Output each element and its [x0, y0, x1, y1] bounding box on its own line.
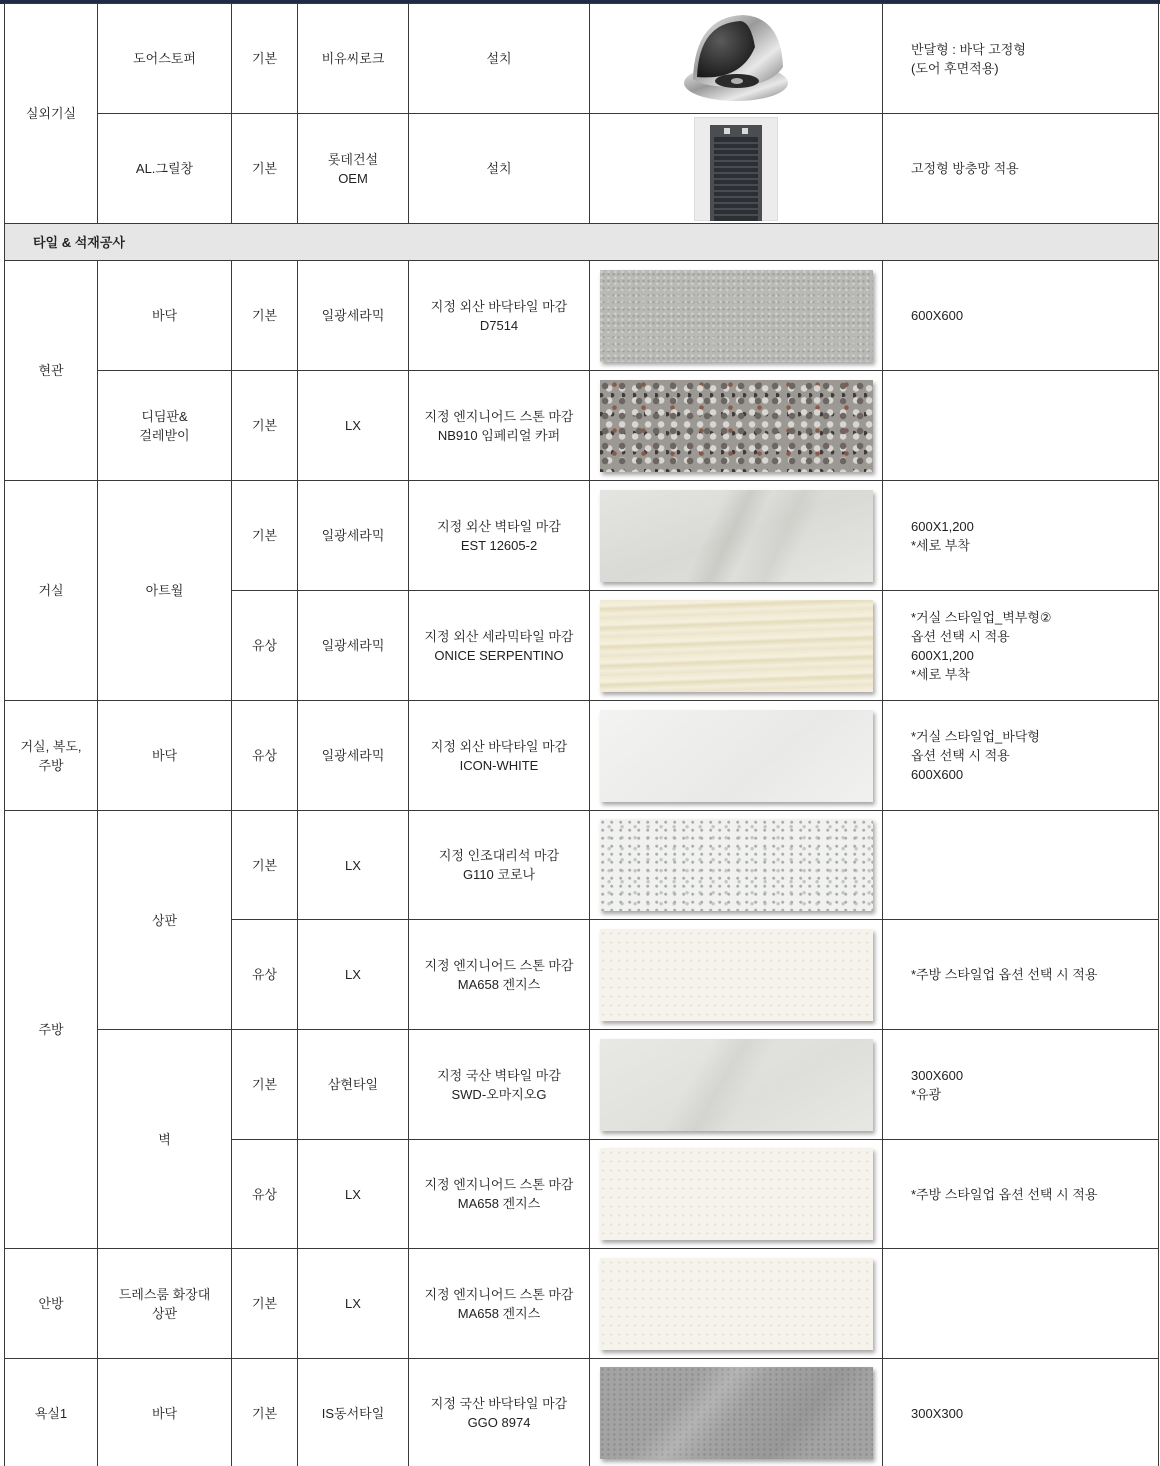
spec-cell: 설치: [409, 4, 590, 114]
maker-cell: LX: [298, 371, 409, 481]
grade-cell: 기본: [232, 114, 298, 224]
note-cell: *주방 스타일업 옵션 선택 시 적용: [883, 1140, 1159, 1249]
note-cell: 600X1,200 *세로 부착: [883, 481, 1159, 591]
door-stopper-image: [681, 7, 791, 111]
grade-cell: 기본: [232, 1030, 298, 1140]
grade-cell: 유상: [232, 1140, 298, 1249]
spec-cell: 지정 국산 바닥타일 마감 GGO 8974: [409, 1359, 590, 1466]
image-cell: [590, 701, 883, 811]
space-cell: 욕실1: [5, 1359, 98, 1466]
tile-swatch: [600, 270, 873, 362]
image-cell: [590, 261, 883, 371]
space-cell: 안방: [5, 1249, 98, 1359]
tile-swatch: [600, 929, 873, 1021]
note-cell: *거실 스타일업_바닥형 옵션 선택 시 적용 600X600: [883, 701, 1159, 811]
tile-swatch: [600, 1258, 873, 1350]
grade-cell: 기본: [232, 481, 298, 591]
spec-cell: 지정 외산 벽타일 마감 EST 12605-2: [409, 481, 590, 591]
table-row: [5, 1030, 1159, 1140]
maker-cell: 삼현타일: [298, 1030, 409, 1140]
image-cell: [590, 920, 883, 1030]
grade-cell: 기본: [232, 1359, 298, 1466]
maker-cell: LX: [298, 1140, 409, 1249]
tile-swatch: [600, 1367, 873, 1459]
item-cell: 드레스룸 화장대 상판: [98, 1249, 232, 1359]
maker-cell: LX: [298, 811, 409, 920]
image-cell: [590, 114, 883, 224]
spec-cell: 지정 외산 바닥타일 마감 D7514: [409, 261, 590, 371]
table-row: [5, 371, 1159, 481]
grade-cell: 유상: [232, 701, 298, 811]
spec-cell: 지정 국산 벽타일 마감 SWD-오마지오G: [409, 1030, 590, 1140]
note-cell: 고정형 방충망 적용: [883, 114, 1159, 224]
spec-cell: 설치: [409, 114, 590, 224]
grill-window-image: [694, 117, 778, 221]
table-row: [5, 1249, 1159, 1359]
item-cell: 바닥: [98, 261, 232, 371]
note-cell: 반달형 : 바닥 고정형 (도어 후면적용): [883, 4, 1159, 114]
item-cell: 도어스토퍼: [98, 4, 232, 114]
table-row: [5, 114, 1159, 224]
spec-cell: 지정 엔지니어드 스톤 마감 MA658 겐지스: [409, 1140, 590, 1249]
spec-cell: 지정 외산 바닥타일 마감 ICON-WHITE: [409, 701, 590, 811]
maker-cell: 일광세라믹: [298, 261, 409, 371]
spec-cell: 지정 엔지니어드 스톤 마감 MA658 겐지스: [409, 920, 590, 1030]
table-row: [5, 4, 1159, 114]
note-cell: *주방 스타일업 옵션 선택 시 적용: [883, 920, 1159, 1030]
image-cell: [590, 1030, 883, 1140]
note-cell: *거실 스타일업_벽부형② 옵션 선택 시 적용 600X1,200 *세로 부착: [883, 591, 1159, 701]
grade-cell: 기본: [232, 1249, 298, 1359]
maker-cell: 일광세라믹: [298, 591, 409, 701]
image-cell: [590, 1249, 883, 1359]
image-cell: [590, 371, 883, 481]
tile-swatch: [600, 819, 873, 911]
image-cell: [590, 1140, 883, 1249]
table-row: [5, 811, 1159, 920]
space-cell: 거실, 복도, 주방: [5, 701, 98, 811]
item-cell: 디딤판& 걸레받이: [98, 371, 232, 481]
note-cell: 300X600 *유광: [883, 1030, 1159, 1140]
maker-cell: LX: [298, 1249, 409, 1359]
tile-swatch: [600, 1148, 873, 1240]
table-row: [5, 1359, 1159, 1466]
table-row: [5, 701, 1159, 811]
maker-cell: 비유씨로크: [298, 4, 409, 114]
maker-cell: 일광세라믹: [298, 701, 409, 811]
note-cell: 300X300: [883, 1359, 1159, 1466]
item-cell: 상판: [98, 811, 232, 1030]
item-cell: 벽: [98, 1030, 232, 1249]
space-cell: 현관: [5, 261, 98, 481]
image-cell: [590, 811, 883, 920]
spec-cell: 지정 엔지니어드 스톤 마감 MA658 겐지스: [409, 1249, 590, 1359]
image-cell: [590, 591, 883, 701]
image-cell: [590, 1359, 883, 1466]
space-cell: 거실: [5, 481, 98, 701]
spec-cell: 지정 외산 세라믹타일 마감 ONICE SERPENTINO: [409, 591, 590, 701]
spec-cell: 지정 엔지니어드 스톤 마감 NB910 임페리얼 카퍼: [409, 371, 590, 481]
section-title: 타일 & 석재공사: [5, 224, 1159, 261]
section-header-row: [5, 224, 1159, 261]
item-cell: 바닥: [98, 1359, 232, 1466]
image-cell: [590, 481, 883, 591]
grade-cell: 기본: [232, 811, 298, 920]
note-cell: [883, 1249, 1159, 1359]
note-cell: 600X600: [883, 261, 1159, 371]
note-cell: [883, 811, 1159, 920]
note-cell: [883, 371, 1159, 481]
maker-cell: LX: [298, 920, 409, 1030]
space-cell: 실외기실: [5, 4, 98, 224]
tile-swatch: [600, 380, 873, 472]
grade-cell: 유상: [232, 591, 298, 701]
tile-swatch: [600, 490, 873, 582]
grade-cell: 유상: [232, 920, 298, 1030]
tile-swatch: [600, 710, 873, 802]
space-cell: 주방: [5, 811, 98, 1249]
grade-cell: 기본: [232, 261, 298, 371]
item-cell: 아트월: [98, 481, 232, 701]
maker-cell: 롯데건설 OEM: [298, 114, 409, 224]
grade-cell: 기본: [232, 4, 298, 114]
grade-cell: 기본: [232, 371, 298, 481]
table-row: [5, 481, 1159, 591]
item-cell: 바닥: [98, 701, 232, 811]
tile-swatch: [600, 600, 873, 692]
tile-swatch: [600, 1039, 873, 1131]
item-cell: AL.그릴창: [98, 114, 232, 224]
maker-cell: 일광세라믹: [298, 481, 409, 591]
image-cell: [590, 4, 883, 114]
table-row: [5, 261, 1159, 371]
maker-cell: IS동서타일: [298, 1359, 409, 1466]
finish-spec-table: [4, 3, 1159, 1466]
spec-cell: 지정 인조대리석 마감 G110 코로나: [409, 811, 590, 920]
